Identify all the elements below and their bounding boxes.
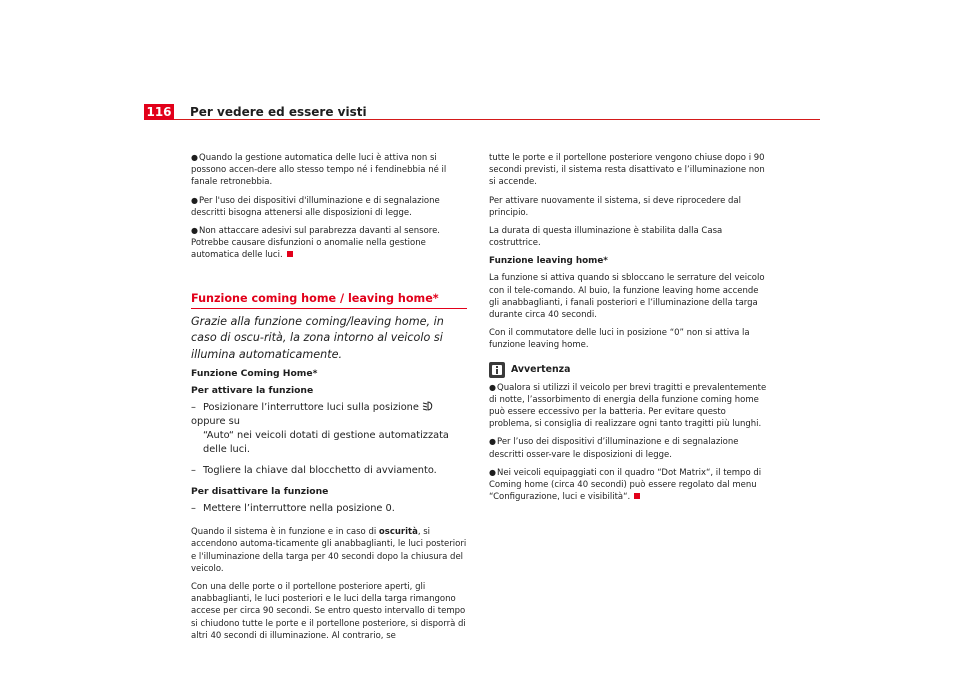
paragraph-switch-zero: Con il commutatore delle luci in posizione “0” non si attiva la funzione leaving home. bbox=[489, 328, 750, 351]
paragraph-duration: La durata di questa illuminazione è stabilita dalla Casa costruttrice. bbox=[489, 226, 723, 249]
bullet-icon: ● bbox=[489, 382, 496, 392]
low-beam-icon bbox=[422, 401, 436, 411]
step-3: – Mettere l’interruttore nella posizione 0. bbox=[191, 503, 395, 515]
bullet-icon: ● bbox=[489, 467, 496, 477]
section-title: Funzione coming home / leaving home* bbox=[191, 291, 439, 305]
step-1: – Posizionare l’interruttore luci sulla posizione oppure su “Auto“ nei veicoli dotati di gestione automatizzata delle luci. bbox=[191, 402, 449, 456]
bullet-icon: ● bbox=[191, 195, 198, 205]
info-note-icon bbox=[489, 362, 505, 378]
sub-heading-coming-home: Funzione Coming Home* bbox=[191, 368, 318, 380]
deactivate-heading: Per disattivare la funzione bbox=[191, 486, 329, 498]
bullet-icon: ● bbox=[191, 226, 198, 236]
activate-heading: Per attivare la funzione bbox=[191, 385, 314, 397]
paragraph-restart: Per attivare nuovamente il sistema, si deve riprocedere dal principio. bbox=[489, 195, 742, 218]
bullet-icon: ● bbox=[489, 437, 496, 447]
warning-header bbox=[489, 362, 771, 378]
bullet-item: ●Per l'uso dei dispositivi d'illuminazione e di segnalazione descritti bisogna attenersi alle disposizioni di legge. bbox=[191, 195, 440, 218]
bullet-icon: ● bbox=[191, 153, 198, 162]
warning-bullet: ●Per l’uso dei dispositivi d’illuminazione e di segnalazione descritti osser-vare le disposizioni di legge. bbox=[489, 437, 739, 460]
paragraph-continuation: tutte le porte e il portellone posteriore vengono chiuse dopo i 90 secondi previsti, il sistema resta disattivato e l’illuminazione non si accende. bbox=[489, 153, 765, 188]
section-intro: Grazie alla funzione coming/leaving home, in caso di oscu-rità, la zona intorno al veicolo si illumina automaticamente. bbox=[191, 314, 444, 361]
section-rule bbox=[191, 308, 467, 309]
end-mark-icon bbox=[634, 493, 640, 499]
paragraph-leaving-home: La funzione si attiva quando si sbloccano le serrature del veicolo con il tele-comando. Al buio, la funzione leaving home accende gli anabbaglianti, i fanali posteriori e l’illuminazione della targa durante circa 40 secondi. bbox=[489, 273, 765, 321]
right-column bbox=[489, 152, 771, 509]
warning-bullet: ●Qualora si utilizzi il veicolo per brevi tragitti e prevalentemente di notte, l’assorbimento di energia della funzione coming home può essere eccessivo per la batteria. Per evitare questo problema, si consiglia di realizzare ogni tanto tragitti più lunghi. bbox=[489, 382, 767, 430]
step-2: – Togliere la chiave dal blocchetto di avviamento. bbox=[191, 465, 437, 477]
paragraph-darkness: Quando il sistema è in funzione e in caso di oscurità, si accendono automa-ticamente gli anabbaglianti, le luci posteriori e l'illuminazione della targa per 40 secondi dopo la chiusura del veicolo. bbox=[191, 527, 467, 574]
sub-heading-leaving-home: Funzione leaving home* bbox=[489, 256, 608, 267]
warning-bullet: ●Nei veicoli equipaggiati con il quadro “Dot Matrix“, il tempo di Coming home (circa 40 secondi) può essere regolato dal menu “Configurazione, luci e visibilità“. bbox=[489, 467, 762, 503]
bullet-item: ●Quando la gestione automatica delle luci è attiva non si possono accen-dere allo stesso tempo né i fendinebbia né il fanale retronebbia. bbox=[191, 153, 447, 188]
header-rule bbox=[174, 119, 820, 120]
bullet-item: ●Non attaccare adesivi sul parabrezza davanti al sensore. Potrebbe causare disfunzioni o anomalie nella gestione automatica delle luci. bbox=[191, 226, 441, 261]
end-mark-icon bbox=[287, 251, 293, 257]
paragraph-doors-open: Con una delle porte o il portellone posteriore aperti, gli anabbaglianti, le luci posteriori e le luci della targa rimangono accese per circa 90 secondi. Se entro questo intervallo di tempo si chiudono tutte le porte e il portellone posteriore, si disporrà di altri 40 secondi di illuminazione. Al contrario, se bbox=[191, 581, 466, 641]
running-header: Per vedere ed essere visti bbox=[190, 105, 367, 119]
page-number: 116 bbox=[144, 104, 174, 120]
left-column bbox=[191, 152, 467, 648]
warning-title: Avvertenza bbox=[511, 363, 571, 375]
